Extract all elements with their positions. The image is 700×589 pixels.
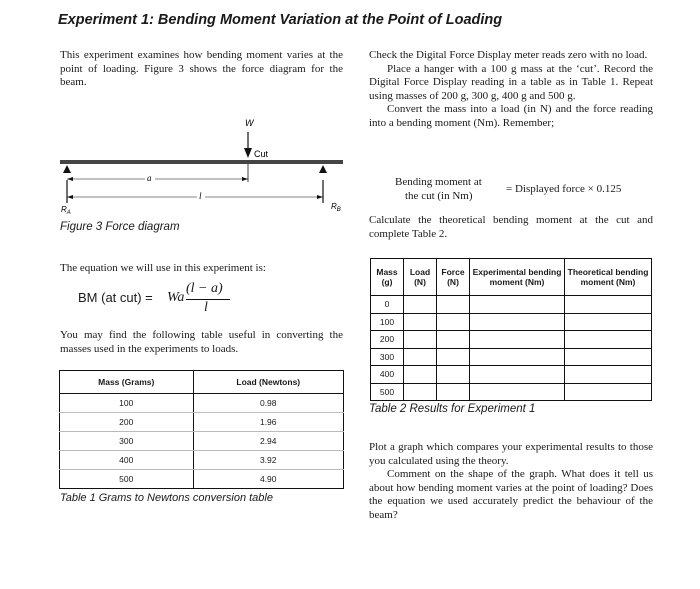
- equation-numerator: (l − a): [186, 281, 223, 296]
- reaction-a-subscript: A: [66, 210, 71, 216]
- procedure-paragraph-1: Check the Digital Force Display meter reads zero with no load.: [369, 49, 648, 61]
- reaction-a-label: [61, 205, 71, 216]
- results-table: [370, 258, 652, 401]
- cell-force[interactable]: [437, 383, 470, 401]
- cell-experimental-bm[interactable]: [470, 366, 565, 384]
- column-header-load: Load (Newtons): [193, 371, 344, 394]
- table-row: [371, 383, 652, 401]
- table-2-caption: Table 2 Results for Experiment 1: [369, 403, 536, 415]
- cell-theoretical-bm[interactable]: [565, 366, 652, 384]
- table-row: [60, 413, 344, 432]
- table-row: [371, 313, 652, 331]
- reaction-b-arrow: [319, 165, 327, 173]
- table-1-caption: Table 1 Grams to Newtons conversion table: [60, 492, 273, 504]
- cell-mass: 100: [371, 313, 404, 331]
- intro-paragraph: This experiment examines how bending moment varies at the point of loading. Figure 3 shows the force diagram for the beam.: [60, 49, 343, 88]
- cell-mass: 100: [60, 394, 194, 413]
- equation-denominator: l: [204, 300, 208, 315]
- column-header-load: Load (N): [404, 259, 437, 296]
- cell-force[interactable]: [437, 348, 470, 366]
- cell-theoretical-bm[interactable]: [565, 348, 652, 366]
- page-title: Experiment 1: Bending Moment Variation at the Point of Loading: [58, 12, 503, 28]
- dimension-a-arrow-left: [67, 177, 73, 181]
- bm-definition-rhs: = Displayed force × 0.125: [506, 183, 622, 195]
- equation-fraction-bar: [186, 299, 230, 300]
- cell-force[interactable]: [437, 366, 470, 384]
- conversion-table: [59, 370, 344, 489]
- table-row: [60, 394, 344, 413]
- cell-theoretical-bm[interactable]: [565, 331, 652, 349]
- reaction-a-arrow: [63, 165, 71, 173]
- table-row: [371, 331, 652, 349]
- column-header-theoretical-bm: Theoretical bending moment (Nm): [565, 259, 652, 296]
- cell-theoretical-bm[interactable]: [565, 383, 652, 401]
- bending-moment-equation: [78, 278, 278, 318]
- reaction-b-subscript: B: [336, 207, 341, 213]
- cell-load: 0.98: [193, 394, 344, 413]
- bm-definition-line-1: Bending moment at: [395, 176, 482, 188]
- cell-mass: 400: [60, 451, 194, 470]
- cut-label: Cut: [254, 149, 269, 159]
- cell-experimental-bm[interactable]: [470, 331, 565, 349]
- procedure-paragraph-2: Place a hanger with a 100 g mass at the ‘cut’. Record the Digital Force Display reading in a table as in Table 1. Repeat using masses of 200 g, 300 g, 400 g and 500 g.: [369, 62, 653, 102]
- graph-instructions: [369, 441, 653, 522]
- cell-experimental-bm[interactable]: [470, 348, 565, 366]
- cell-load[interactable]: [404, 383, 437, 401]
- cell-load[interactable]: [404, 331, 437, 349]
- dimension-l-arrow-left: [67, 195, 73, 199]
- column-header-experimental-bm: Experimental bending moment (Nm): [470, 259, 565, 296]
- calculate-instruction: Calculate the theoretical bending moment at the cut and complete Table 2.: [369, 214, 653, 240]
- dimension-a-arrow-right: [242, 177, 248, 181]
- cell-load: 3.92: [193, 451, 344, 470]
- equation-intro: The equation we will use in this experiment is:: [60, 262, 266, 274]
- procedure-paragraph-3: Convert the mass into a load (in N) and the force reading into a bending moment (Nm). Remember;: [369, 103, 653, 129]
- column-header-force: Force (N): [437, 259, 470, 296]
- cell-load[interactable]: [404, 348, 437, 366]
- cell-force[interactable]: [437, 296, 470, 314]
- cell-theoretical-bm[interactable]: [565, 313, 652, 331]
- graph-paragraph-2: Comment on the shape of the graph. What does it tell us about how bending moment varies at the point of loading? Does the equation we used accurately predict the behaviour of the beam?: [369, 468, 653, 521]
- reaction-b-letter: R: [331, 202, 337, 211]
- cell-force[interactable]: [437, 331, 470, 349]
- table-row: [60, 451, 344, 470]
- column-header-mass: Mass (g): [371, 259, 404, 296]
- table-row: [371, 366, 652, 384]
- table-header-row: [371, 259, 652, 296]
- cell-load[interactable]: [404, 313, 437, 331]
- dimension-a-label: a: [147, 173, 152, 183]
- dimension-l-arrow-right: [317, 195, 323, 199]
- graph-paragraph-1: Plot a graph which compares your experimental results to those you calculated using the theory.: [369, 441, 653, 467]
- table-row: [371, 348, 652, 366]
- cell-load[interactable]: [404, 366, 437, 384]
- cell-mass: 500: [371, 383, 404, 401]
- figure-3-caption: Figure 3 Force diagram: [60, 221, 180, 233]
- dimension-l-label: l: [199, 191, 202, 201]
- cell-force[interactable]: [437, 313, 470, 331]
- cell-mass: 200: [60, 413, 194, 432]
- table-1-intro: You may find the following table useful in converting the masses used in the experiments to loads.: [60, 329, 343, 355]
- cell-mass: 200: [371, 331, 404, 349]
- cell-theoretical-bm[interactable]: [565, 296, 652, 314]
- load-label-w: W: [245, 118, 254, 128]
- cell-load: 2.94: [193, 432, 344, 451]
- reaction-a-letter: R: [61, 205, 67, 214]
- table-row: [60, 432, 344, 451]
- column-header-mass: Mass (Grams): [60, 371, 194, 394]
- cell-mass: 300: [60, 432, 194, 451]
- cell-load: 1.96: [193, 413, 344, 432]
- procedure-text: [369, 49, 653, 130]
- cell-experimental-bm[interactable]: [470, 296, 565, 314]
- cell-mass: 0: [371, 296, 404, 314]
- beam: [60, 160, 343, 164]
- table-header-row: [60, 371, 344, 394]
- equation-wa: Wa: [167, 290, 185, 305]
- cell-mass: 500: [60, 470, 194, 489]
- cell-load[interactable]: [404, 296, 437, 314]
- cell-load: 4.90: [193, 470, 344, 489]
- reaction-b-label: [331, 202, 341, 213]
- cell-mass: 400: [371, 366, 404, 384]
- cell-experimental-bm[interactable]: [470, 313, 565, 331]
- bending-moment-definition: [395, 176, 665, 206]
- force-diagram: [55, 110, 345, 220]
- table-row: [371, 296, 652, 314]
- load-arrow-head: [244, 148, 252, 158]
- equation-lhs: BM (at cut) =: [78, 290, 153, 305]
- bm-definition-line-2: the cut (in Nm): [405, 190, 473, 202]
- cell-experimental-bm[interactable]: [470, 383, 565, 401]
- table-row: [60, 470, 344, 489]
- cell-mass: 300: [371, 348, 404, 366]
